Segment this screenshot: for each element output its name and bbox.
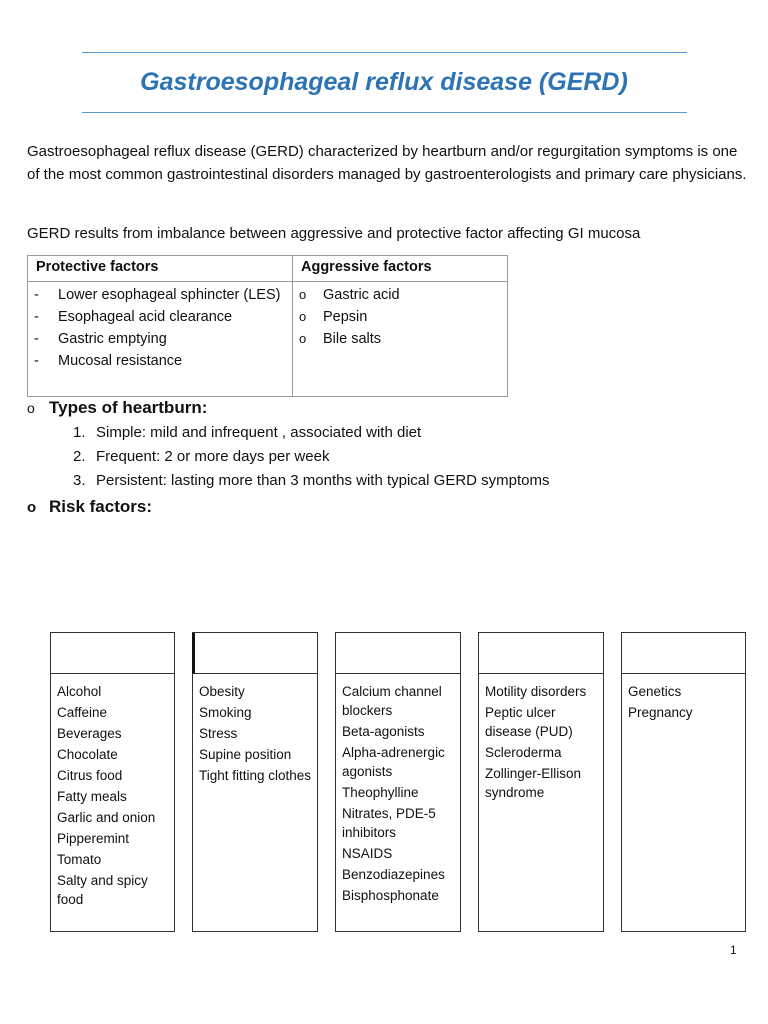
risk-box-list [336,674,460,905]
heartburn-type-text: Simple: mild and infrequent , associated with diet [96,424,422,441]
risk-box-list [51,674,174,909]
protective-item-text: Mucosal resistance [58,353,183,369]
protective-item-text: Lower esophageal sphincter (LES) [58,287,281,303]
aggressive-header: Aggressive factors [293,256,508,282]
item-number: 2. [73,448,86,465]
heartburn-type-item [73,445,550,469]
risk-box-disorders [478,632,604,932]
risk-factor-item: Genetics [628,684,682,699]
protective-item [28,350,292,372]
item-number: 3. [73,472,86,489]
risk-factor-item: Nitrates, PDE-5 inhibitors [342,806,436,840]
factors-table-header-row [28,256,508,282]
page-title: Gastroesophageal reflux disease (GERD) [140,68,628,96]
risk-factor-item: Benzodiazepines [342,867,445,882]
dash-bullet: - [34,309,39,325]
circle-bullet: o [299,287,307,302]
risk-factor-item: Theophylline [342,785,419,800]
risk-factor-item: Beverages [57,726,122,741]
dash-bullet: - [34,331,39,347]
protective-item-text: Esophageal acid clearance [58,309,233,325]
risk-factor-item: Citrus food [57,768,123,783]
protective-item [28,328,292,350]
heartburn-types-list [73,421,550,493]
risk-factor-item: Pregnancy [628,705,693,720]
risk-heading-text: Risk factors: [49,497,152,516]
protective-item [28,284,292,306]
risk-box-list [622,674,745,722]
protective-header: Protective factors [28,256,293,282]
title-rule-bottom [82,112,687,113]
heartburn-type-item [73,421,550,445]
risk-box-diet [50,632,175,932]
circle-bullet: o [27,400,35,416]
risk-box-header [192,633,317,674]
risk-box-header [51,633,174,674]
circle-bullet: o [27,499,37,516]
risk-factor-item: Supine position [199,747,292,762]
risk-box-list [193,674,317,785]
risk-factor-item: Caffeine [57,705,108,720]
risk-box-list [479,674,603,802]
aggressive-item [293,306,507,328]
risk-factor-item: Tomato [57,852,102,867]
risk-factor-item: Obesity [199,684,245,699]
protective-list [28,284,292,372]
page-number: 1 [730,943,737,957]
risk-factor-item: Garlic and onion [57,810,156,825]
item-number: 1. [73,424,86,441]
title-rule-top [82,52,687,53]
circle-bullet: o [299,309,307,324]
risk-box-header [479,633,603,674]
risk-box-drugs [335,632,461,932]
protective-cell [28,282,293,397]
heartburn-type-text: Persistent: lasting more than 3 months with typical GERD symptoms [96,472,550,489]
risk-box-header [336,633,460,674]
aggressive-item [293,328,507,350]
risk-factor-item: Tight fitting clothes [199,768,312,783]
risk-factor-item: Scleroderma [485,745,562,760]
risk-factor-item: Stress [199,726,238,741]
heartburn-type-text: Frequent: 2 or more days per week [96,448,330,465]
dash-bullet: - [34,353,39,369]
risk-factor-item: Pipperemint [57,831,130,846]
aggressive-item-text: Pepsin [323,309,368,325]
heartburn-heading-text: Types of heartburn: [49,398,208,417]
aggressive-item-text: Bile salts [323,331,382,347]
aggressive-item-text: Gastric acid [323,287,400,303]
circle-bullet: o [299,331,307,346]
protective-item [28,306,292,328]
protective-item-text: Gastric emptying [58,331,167,347]
risk-factor-item: Motility disorders [485,684,587,699]
heartburn-heading [27,397,207,419]
risk-heading [27,496,152,519]
risk-box-other [621,632,746,932]
aggressive-item [293,284,507,306]
risk-factor-item: Bisphosphonate [342,888,439,903]
risk-factor-item: Smoking [199,705,252,720]
risk-factor-item: Beta-agonists [342,724,425,739]
risk-factor-item: Calcium channel blockers [342,684,442,718]
intro-paragraph: Gastroesophageal reflux disease (GERD) characterized by heartburn and/or regurgitation symptoms is one of the most common gastrointestinal disorders managed by gastroenterologists and primary care physicians. [27,143,747,183]
risk-factor-item: Alpha-adrenergic agonists [342,745,445,779]
risk-factor-item: Fatty meals [57,789,127,804]
heartburn-type-item [73,469,550,493]
risk-factor-item: Zollinger-Ellison syndrome [485,766,582,800]
risk-factor-item: NSAIDS [342,846,393,861]
dash-bullet: - [34,287,39,303]
risk-box-lifestyle [192,632,318,932]
risk-factor-item: Salty and spicy food [57,873,148,907]
risk-factor-item: Peptic ulcer disease (PUD) [485,705,573,739]
risk-factor-item: Chocolate [57,747,118,762]
aggressive-cell [293,282,508,397]
factors-table [27,255,508,397]
aggressive-list [293,284,507,350]
risk-box-header [622,633,745,674]
risk-factor-item: Alcohol [57,684,102,699]
factors-table-row [28,282,508,397]
imbalance-paragraph: GERD results from imbalance between aggressive and protective factor affecting GI mucosa [27,225,641,242]
